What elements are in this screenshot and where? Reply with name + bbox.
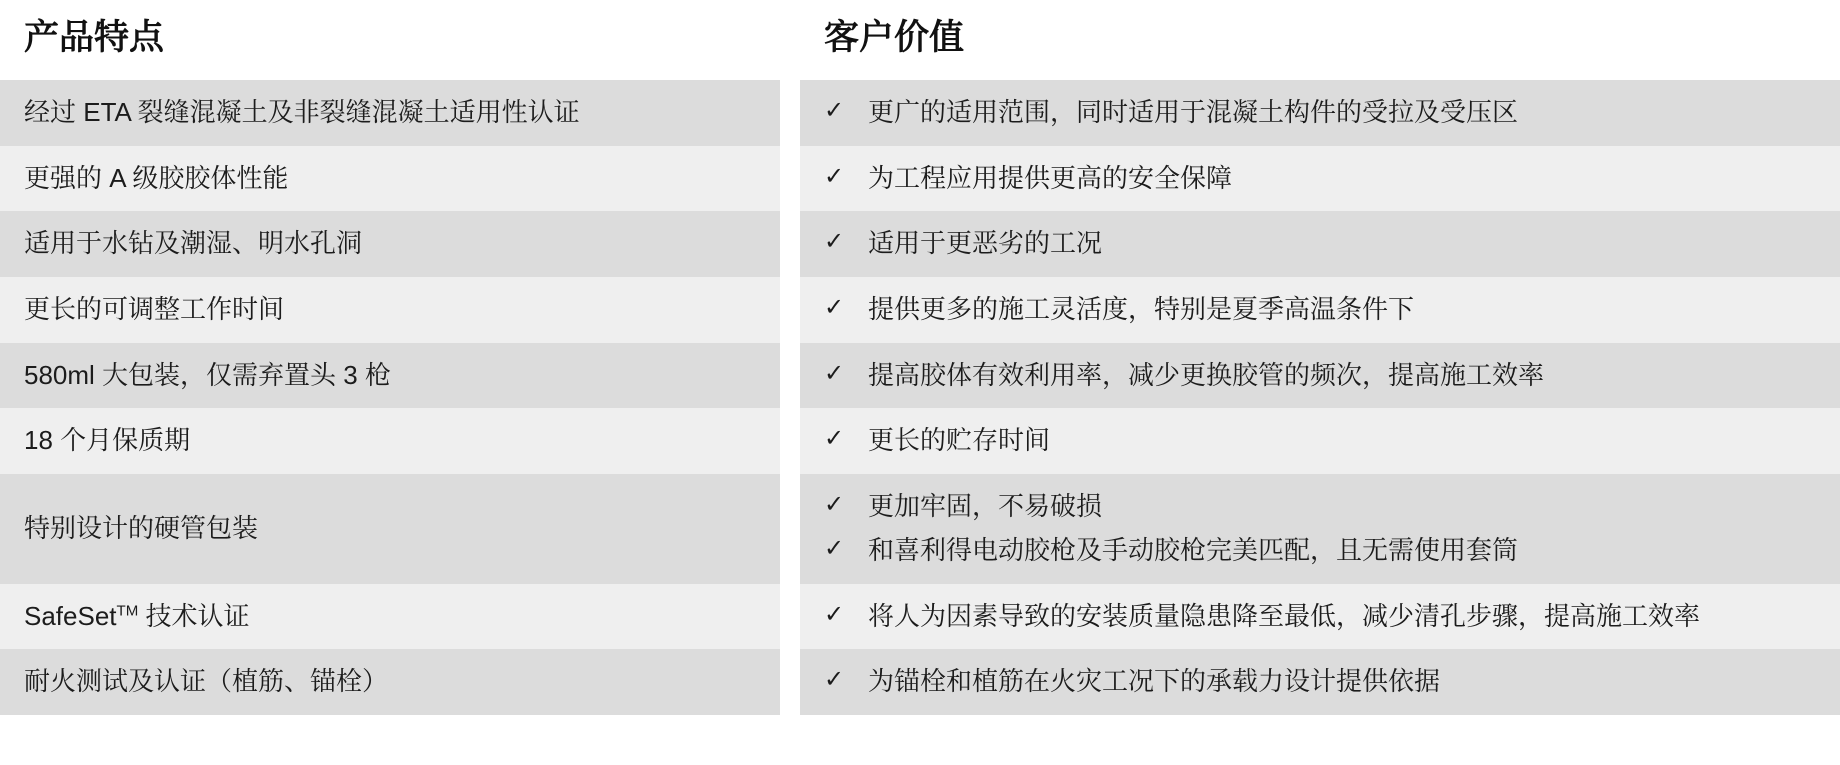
feature-text: 耐火测试及认证（植筋、锚栓）: [24, 666, 389, 697]
feature-cell: [0, 584, 780, 650]
value-cell: [800, 584, 1840, 650]
value-text: 更加牢固，不易破损: [868, 491, 1103, 522]
value-cell: [800, 211, 1840, 277]
feature-cell: [0, 277, 780, 343]
check-icon: ✓: [824, 600, 845, 628]
value-text: 更长的贮存时间: [868, 425, 1051, 456]
value-text: 适用于更恶劣的工况: [868, 228, 1103, 259]
value-cell: [800, 80, 1840, 146]
trademark-mark: TM: [116, 601, 139, 619]
row-gap: [780, 584, 800, 650]
table-row: [0, 146, 1840, 212]
table-row: [0, 80, 1840, 146]
check-icon: ✓: [824, 162, 845, 190]
check-icon: ✓: [824, 534, 845, 562]
feature-text: [24, 598, 756, 636]
feature-text: 特别设计的硬管包装: [24, 512, 259, 543]
feature-text: 适用于水钻及潮湿、明水孔洞: [24, 228, 363, 259]
value-text: 提高胶体有效利用率，减少更换胶管的频次，提高施工效率: [868, 359, 1545, 390]
feature-text: 经过 ETA 裂缝混凝土及非裂缝混凝土适用性认证: [24, 97, 580, 127]
value-cell: [800, 649, 1840, 715]
row-gap: [780, 649, 800, 715]
row-gap: [780, 408, 800, 474]
check-icon: ✓: [824, 228, 845, 256]
row-gap: [780, 474, 800, 583]
value-cell: [800, 343, 1840, 409]
row-gap: [780, 146, 800, 212]
feature-cell: [0, 649, 780, 715]
check-icon: ✓: [824, 666, 845, 694]
feature-cell: [0, 146, 780, 212]
check-icon: ✓: [824, 294, 845, 322]
value-cell: [800, 474, 1840, 583]
value-line: [824, 598, 1816, 636]
feature-cell: [0, 474, 780, 583]
feature-cell: [0, 343, 780, 409]
value-text: 为工程应用提供更高的安全保障: [868, 162, 1233, 193]
check-icon: ✓: [824, 425, 845, 453]
table-header: [0, 0, 1840, 80]
table-row: [0, 277, 1840, 343]
feature-text: 18 个月保质期: [24, 425, 191, 456]
feature-text: 更长的可调整工作时间: [24, 294, 285, 325]
value-text: 将人为因素导致的安装质量隐患降至最低，减少清孔步骤，提高施工效率: [868, 600, 1701, 631]
value-cell: [800, 146, 1840, 212]
feature-cell: [0, 211, 780, 277]
value-line: [824, 422, 1816, 460]
table-row: [0, 649, 1840, 715]
feature-cell: [0, 408, 780, 474]
value-text: 提供更多的施工灵活度，特别是夏季高温条件下: [868, 294, 1415, 325]
value-text: 和喜利得电动胶枪及手动胶枪完美匹配，且无需使用套筒: [868, 534, 1519, 565]
value-text: 更广的适用范围，同时适用于混凝土构件的受拉及受压区: [868, 97, 1519, 127]
value-line: [824, 291, 1816, 329]
table-row: [0, 584, 1840, 650]
row-gap: [780, 343, 800, 409]
feature-cell: [0, 80, 780, 146]
check-icon: ✓: [824, 97, 845, 124]
check-icon: ✓: [824, 359, 845, 387]
table-row: [0, 474, 1840, 583]
value-line: [824, 663, 1816, 701]
value-line: [824, 532, 1816, 570]
value-line: [824, 488, 1816, 526]
value-line: [824, 357, 1816, 395]
value-line: [824, 160, 1816, 198]
table-row: [0, 408, 1840, 474]
feature-text-prefix: SafeSet: [24, 600, 117, 631]
header-gap: [780, 0, 800, 80]
column-header-feature: 产品特点: [0, 0, 780, 80]
row-gap: [780, 211, 800, 277]
feature-text: 580ml 大包装，仅需弃置头 3 枪: [24, 359, 391, 390]
feature-text-suffix: 技术认证: [138, 600, 250, 631]
table-row: [0, 211, 1840, 277]
value-text: 为锚栓和植筋在火灾工况下的承载力设计提供依据: [868, 666, 1441, 697]
feature-text: 更强的 A 级胶胶体性能: [24, 162, 289, 193]
column-header-value: 客户价值: [800, 0, 1840, 80]
header-row: [0, 0, 1840, 80]
table-body: [0, 80, 1840, 715]
value-cell: [800, 277, 1840, 343]
value-line: [824, 225, 1816, 263]
row-gap: [780, 277, 800, 343]
table-row: [0, 343, 1840, 409]
value-cell: [800, 408, 1840, 474]
row-gap: [780, 80, 800, 146]
value-line: [824, 94, 1816, 132]
check-icon: ✓: [824, 491, 845, 519]
